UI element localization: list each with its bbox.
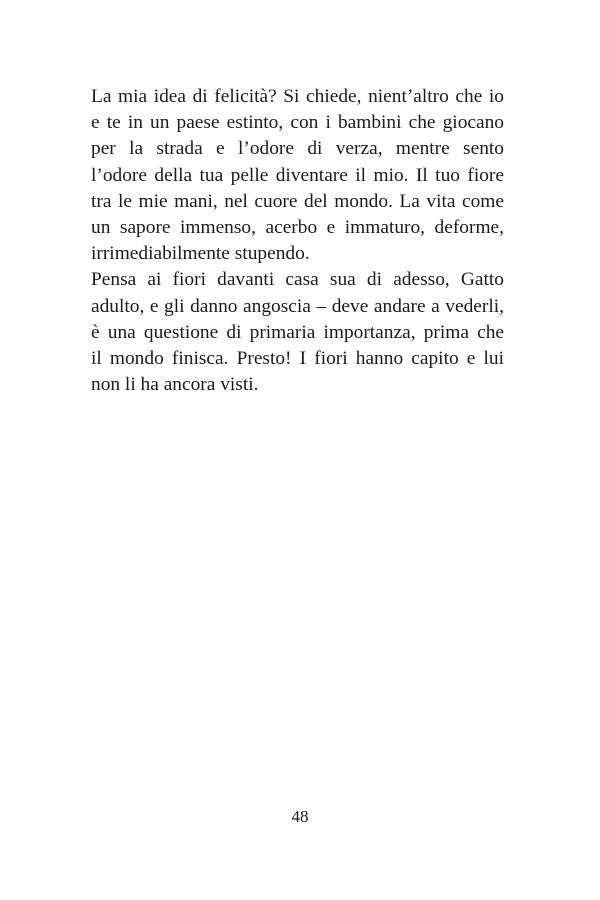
text-line: adulto, e gli danno angoscia – deve andare a vederli, [91,295,504,317]
paragraph-1 [91,84,504,267]
text-line: La mia idea di felicità? Si chiede, nient’altro che io [91,86,504,107]
page-number: 48 [291,807,309,826]
text-line: irrimediabilmente stupendo. [91,243,310,265]
text-line: un sapore immenso, acerbo e immaturo, deforme, [91,216,504,238]
text-line: Pensa ai fiori davanti casa sua di adesso, Gatto [91,269,504,291]
text-line: non li ha ancora visti. [91,374,259,396]
text-line: tra le mie mani, nel cuore del mondo. La vita come [91,190,504,212]
paragraph-2 [91,267,504,398]
text-line: per la strada e l’odore di verza, mentre sento [91,138,504,160]
text-line: e te in un paese estinto, con i bambini che giocano [91,112,504,134]
text-line: l’odore della tua pelle diventare il mio. Il tuo fiore [91,164,504,186]
text-line: è una questione di primaria importanza, prima che [91,321,504,343]
body-text [91,84,504,398]
text-line: il mondo finisca. Presto! I fiori hanno capito e lui [91,347,504,369]
